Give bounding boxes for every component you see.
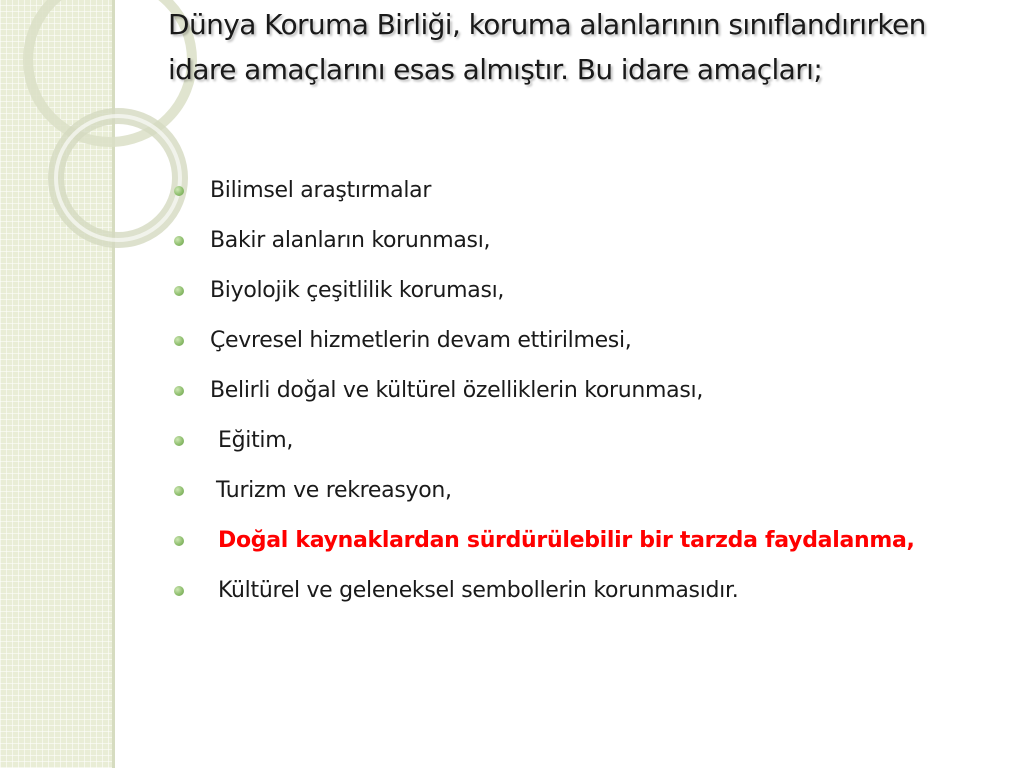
list-item [174, 322, 964, 359]
list-item-text: Doğal kaynaklardan sürdürülebilir bir tarzda faydalanma, [218, 528, 915, 553]
list-item [174, 372, 964, 409]
green-dot-icon [174, 186, 184, 196]
green-dot-icon [174, 286, 184, 296]
green-dot-icon [174, 336, 184, 346]
list-item-highlight [174, 522, 964, 559]
list-item [174, 222, 964, 259]
green-dot-icon [174, 386, 184, 396]
green-dot-icon [174, 586, 184, 596]
list-item [174, 422, 964, 459]
decorative-rings [0, 0, 170, 260]
green-dot-icon [174, 436, 184, 446]
list-item-text: Çevresel hizmetlerin devam ettirilmesi, [210, 328, 632, 353]
list-item [174, 572, 964, 609]
slide-title: Dünya Koruma Birliği, koruma alanlarının sınıflandırırken idare amaçlarını esas almıştır. Bu idare amaçları; [168, 8, 926, 86]
green-dot-icon [174, 486, 184, 496]
list-item-text: Eğitim, [218, 428, 294, 453]
list-item-text: Bakir alanların korunması, [210, 228, 491, 253]
list-item-text: Turizm ve rekreasyon, [216, 478, 452, 503]
list-item [174, 272, 964, 309]
list-item [174, 172, 964, 209]
list-item-text: Biyolojik çeşitlilik koruması, [210, 278, 505, 303]
list-item-text: Kültürel ve geleneksel sembollerin korunmasıdır. [218, 578, 739, 603]
green-dot-icon [174, 236, 184, 246]
green-dot-icon [174, 536, 184, 546]
list-item-text: Belirli doğal ve kültürel özelliklerin korunması, [210, 378, 704, 403]
list-item-text: Bilimsel araştırmalar [210, 178, 432, 203]
bullet-list [174, 172, 964, 622]
list-item [174, 472, 964, 509]
